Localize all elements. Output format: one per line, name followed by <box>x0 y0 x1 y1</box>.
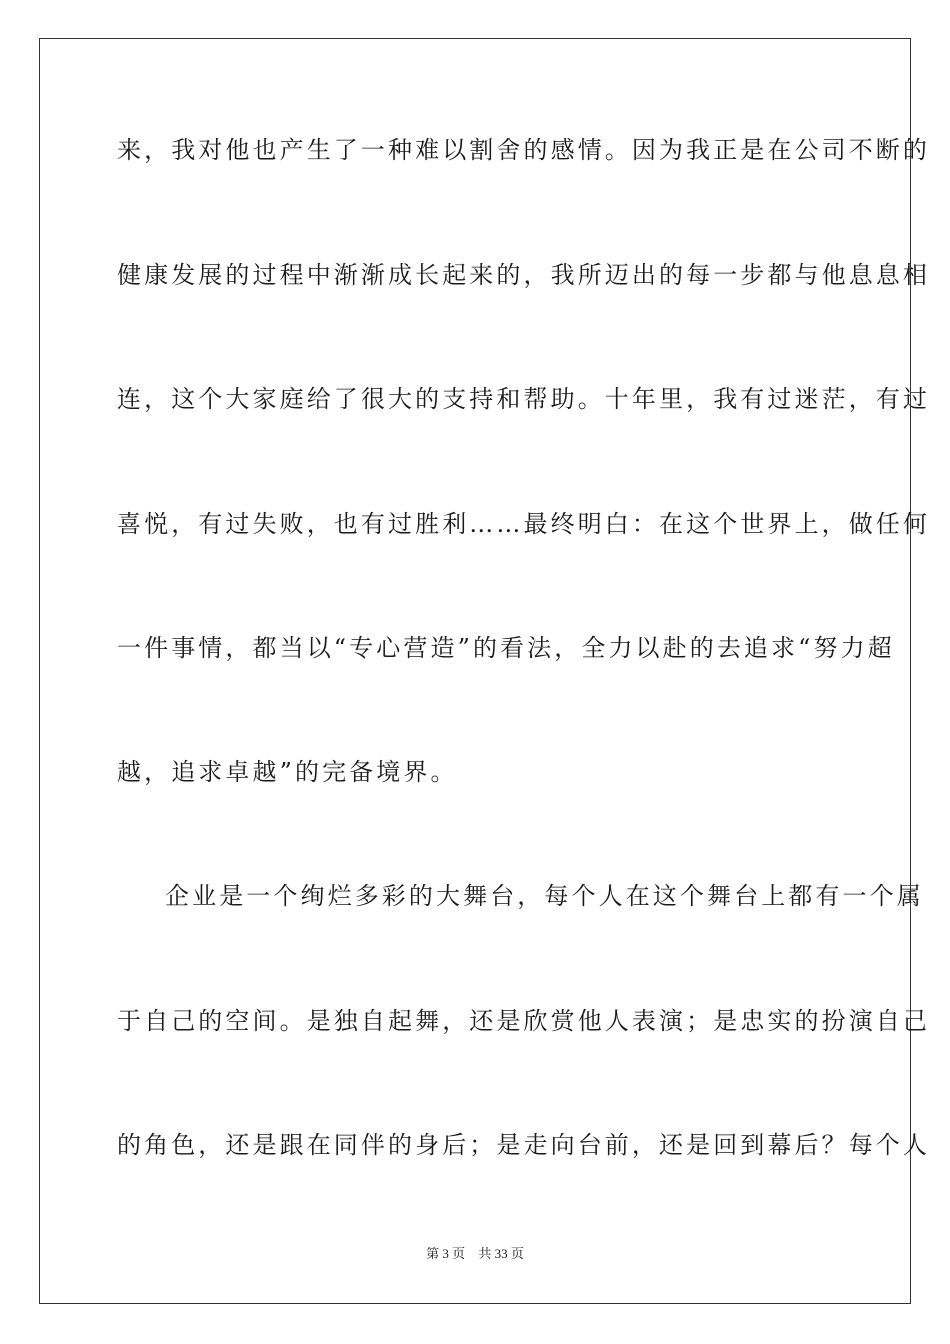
text-line: 的角色，还是跟在同伴的身后；是走向台前，还是回到幕后？每个人 <box>117 1131 930 1159</box>
page-border <box>39 38 930 1304</box>
text-line: 来，我对他也产生了一种难以割舍的感情。因为我正是在公司不断的 <box>117 136 930 164</box>
text-line: 一件事情，都当以“专心营造”的看法，全力以赴的去追求“努力超 <box>117 634 895 662</box>
page-number: 第 3 页 <box>426 1246 466 1261</box>
text-line: 连，这个大家庭给了很大的支持和帮助。十年里，我有过迷茫，有过 <box>117 385 930 413</box>
text-line: 于自己的空间。是独自起舞，还是欣赏他人表演；是忠实的扮演自己 <box>117 1007 930 1035</box>
page-footer <box>0 1246 950 1262</box>
text-line: 越，追求卓越”的完备境界。 <box>117 758 458 786</box>
text-line: 企业是一个绚烂多彩的大舞台，每个人在这个舞台上都有一个属 <box>165 882 924 910</box>
text-line: 喜悦，有过失败，也有过胜利……最终明白：在这个世界上，做任何 <box>117 510 930 538</box>
page-total: 共 33 页 <box>478 1246 524 1261</box>
text-line: 健康发展的过程中渐渐成长起来的，我所迈出的每一步都与他息息相 <box>117 261 930 289</box>
